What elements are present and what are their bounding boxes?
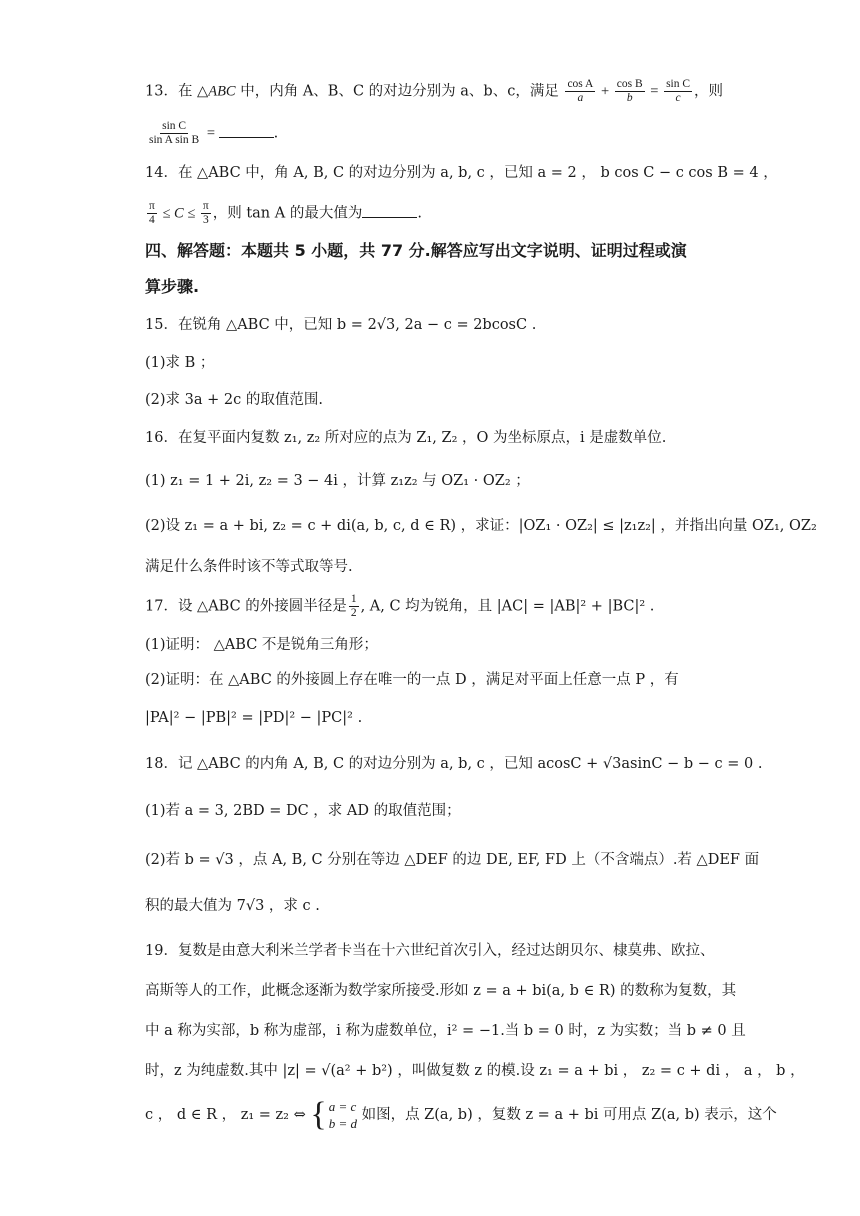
q17-part1: (1)证明： △ABC 不是锐角三角形； — [145, 637, 378, 653]
q14-line1: 14．在 △ABC 中，角 A, B, C 的对边分别为 a, b, c ，已知 a = 2 ， b cos C − c cos B = 4 ， — [145, 165, 778, 181]
q13-answer-blank — [219, 123, 274, 138]
q15-stem: 15．在锐角 △ABC 中，已知 b = 2√3, 2a − c = 2bcosC . — [145, 317, 537, 333]
q18-stem: 18．记 △ABC 的内角 A, B, C 的对边分别为 a, b, c ，已知 acosC + √3asinC − b − c = 0 . — [145, 756, 763, 772]
q13-frac-cosB-b: $\frac{\text{cos B}}{b}$ — [616, 78, 643, 104]
section-4-heading-line2: 算步骤. — [145, 277, 200, 296]
q17-part2: (2)证明：在 △ABC 的外接圆上存在唯一的一点 D ，满足对平面上任意一点 P ，有 — [145, 672, 679, 688]
q14-frac-pi-4: $\frac{\pi}{4}$ — [149, 200, 155, 226]
q19-line5: c ， d ∈ R ， z₁ = z₂ ⇔ { a = c b = d 如图，点 Z(a, b) ，复数 z = a + bi 可用点 Z(a, b) 表示，这个 — [145, 1096, 777, 1133]
q13-line1: 13．在 △ABC 中，内角 A、B、C 的对边分别为 a、b、c，满足 $\frac{\text{cos A}}{a}$ + $\frac{\text{cos B}}{b}$ = $\frac{\text{sin C}}{c}$ ，则 — [145, 78, 724, 104]
q13-line2: $\frac{\text{sin C}}{\text{sin A sin B}}$ = . — [149, 120, 279, 146]
q14-frac-pi-3: $\frac{\pi}{3}$ — [202, 200, 209, 226]
q18-part2-cont: 积的最大值为 7√3 ，求 c . — [145, 898, 320, 914]
q13-frac-cosA-a: $\frac{\text{cos A}}{a}$ — [567, 78, 594, 104]
q19-system-row2: b = d — [328, 1116, 357, 1131]
q13-frac-sinC-c: $\frac{\text{sin C}}{c}$ — [666, 78, 691, 104]
q19-line1: 19．复数是由意大利米兰学者卡当在十六世纪首次引入，经过达朗贝尔、棣莫弗、欧拉、 — [145, 943, 715, 959]
q15-part2: (2)求 3a + 2c 的取值范围. — [145, 392, 323, 408]
q16-part2-cont: 满足什么条件时该不等式取等号. — [145, 559, 353, 575]
q15-part1: (1)求 B ； — [145, 355, 215, 371]
q19-line2: 高斯等人的工作，此概念逐渐为数学家所接受.形如 z = a + bi(a, b ∈ R) 的数称为复数，其 — [145, 983, 737, 999]
section-4-heading-line1: 四、解答题：本题共 5 小题，共 77 分.解答应写出文字说明、证明过程或演 — [145, 241, 687, 260]
q13-prefix: 13．在 △ — [145, 83, 209, 100]
q19-line3: 中 a 称为实部，b 称为虚部，i 称为虚数单位，i² = −1.当 b = 0 时，z 为实数；当 b ≠ 0 且 — [145, 1023, 746, 1039]
q17-frac-half: $\frac{1}{2}$ — [350, 593, 357, 619]
q17-stem: 17．设 △ABC 的外接圆半径是 $\frac{1}{2}$ , A, C 均为锐角，且 |AC| = |AB|² + |BC|² . — [145, 593, 655, 619]
q13-suffix: ，则 — [694, 83, 724, 100]
q14-answer-blank — [362, 203, 417, 218]
q18-part2: (2)若 b = √3 ，点 A, B, C 分别在等边 △DEF 的边 DE, EF, FD 上（不含端点）.若 △DEF 面 — [145, 852, 760, 868]
q16-stem: 16．在复平面内复数 z₁, z₂ 所对应的点为 Z₁, Z₂ ，O 为坐标原点，i 是虚数单位. — [145, 430, 667, 446]
q19-line4: 时，z 为纯虚数.其中 |z| = √(a² + b²) ，叫做复数 z 的模.设 z₁ = a + bi ， z₂ = c + di ， a ， b ， — [145, 1063, 805, 1079]
q19-system-brace: { a = c b = d — [310, 1096, 357, 1133]
q16-part1: (1) z₁ = 1 + 2i, z₂ = 3 − 4i ，计算 z₁z₂ 与 OZ₁ · OZ₂ ； — [145, 473, 530, 489]
q13-middle: 中，内角 A、B、C 的对边分别为 a、b、c，满足 — [235, 83, 559, 100]
q17-part2-cont: |PA|² − |PB|² = |PD|² − |PC|² . — [145, 710, 363, 726]
q13-frac-answer: $\frac{\text{sin C}}{\text{sin A sin B}}$ — [149, 120, 200, 146]
q18-part1: (1)若 a = 3, 2BD = DC ，求 AD 的取值范围； — [145, 803, 461, 819]
q13-triangle: ABC — [208, 83, 236, 100]
q14-line2: $\frac{\pi}{4}$ ≤ C ≤ $\frac{\pi}{3}$ ，则 tan A 的最大值为 . — [149, 200, 422, 226]
q16-part2: (2)设 z₁ = a + bi, z₂ = c + di(a, b, c, d ∈ R) ，求证：|OZ₁ · OZ₂| ≤ |z₁z₂| ，并指出向量 OZ₁, OZ₂ — [145, 518, 817, 534]
q19-system-row1: a = c — [328, 1099, 357, 1114]
